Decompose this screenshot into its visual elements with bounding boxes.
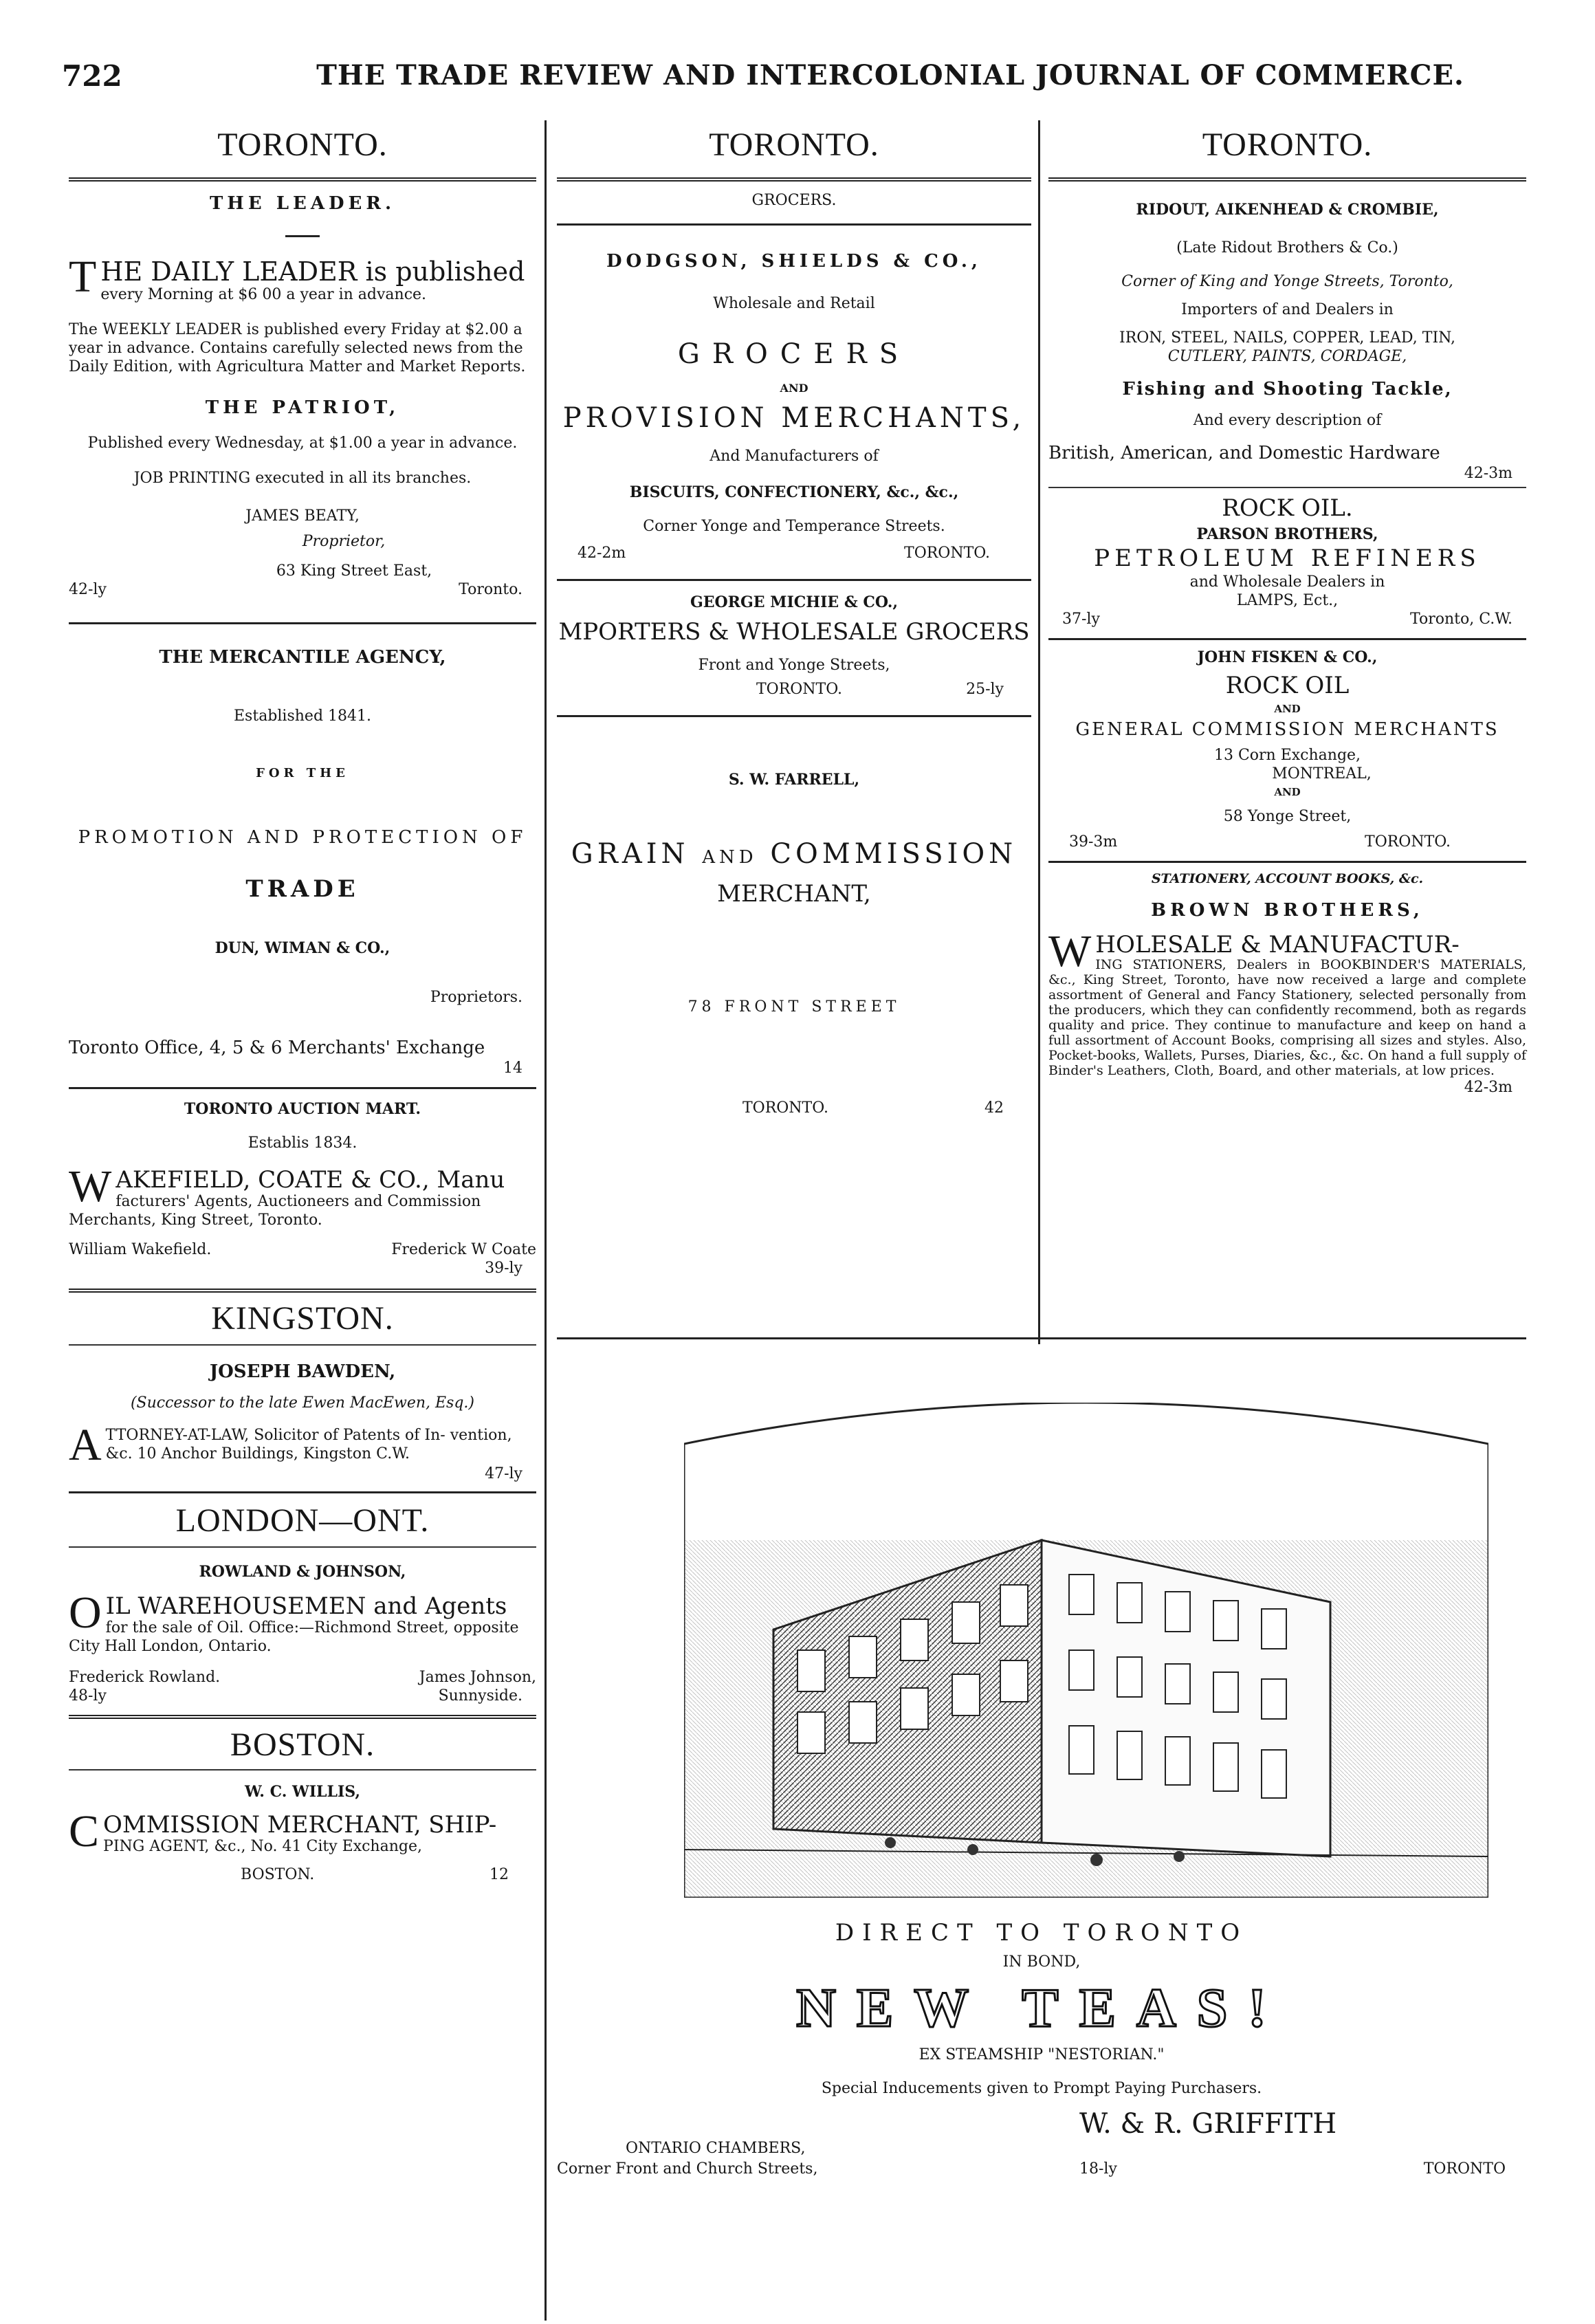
- ad-heading: ROCK OIL: [1225, 672, 1350, 699]
- ad-text: AND: [1274, 786, 1301, 798]
- ad-city: TORONTO.: [742, 1099, 828, 1117]
- section-heading-boston: BOSTON.: [230, 1726, 375, 1763]
- ad-text: The WEEKLY LEADER is published every Friday at $2.00 a year in advance. Contains carefully selected news from the Daily Edition, with Agricultura Matter and Market Reports.: [69, 321, 526, 375]
- ad-heading: GROCERS: [677, 338, 911, 370]
- ad-griffith-new-teas: [557, 1918, 1526, 2183]
- ad-brown-brothers: [1048, 870, 1526, 1097]
- drop-cap: W: [1048, 926, 1092, 976]
- ad-reference: 14: [503, 1060, 522, 1077]
- ad-text: Establis 1834.: [248, 1134, 358, 1152]
- ad-reference: 12: [490, 1866, 509, 1883]
- ad-heading: GENERAL COMMISSION MERCHANTS: [1075, 719, 1499, 740]
- ad-title: THE LEADER.: [209, 193, 396, 214]
- section-heading-toronto: TORONTO.: [1202, 127, 1373, 163]
- ad-text: Published every Wednesday, at $1.00 a year in advance.: [87, 435, 518, 452]
- ad-text: Wholesale and Retail: [713, 295, 875, 312]
- section-heading-toronto: TORONTO.: [709, 127, 879, 163]
- journal-title: THE TRADE REVIEW AND INTERCOLONIAL JOURNAL OF COMMERCE.: [316, 59, 1464, 91]
- ad-text: vention, &c. 10 Anchor Buildings, Kingston C.W.: [105, 1427, 512, 1462]
- ad-lead: IL WAREHOUSEMEN and Agents: [105, 1592, 507, 1620]
- ad-category: STATIONERY, ACCOUNT BOOKS, &c.: [1151, 871, 1424, 886]
- ad-name: Frederick W Coate: [391, 1241, 536, 1258]
- ad-rowland-johnson: [69, 1563, 536, 1705]
- ad-subtitle: THE PATRIOT,: [205, 397, 400, 418]
- ad-reference: 25-ly: [966, 681, 1004, 698]
- ad-farrell: [557, 771, 1031, 1117]
- ad-city: MONTREAL,: [1272, 765, 1372, 782]
- ad-title: THE MERCANTILE AGENCY,: [159, 647, 446, 668]
- ad-reference: 42: [984, 1099, 1004, 1117]
- ad-text: CUTLERY, PAINTS, CORDAGE,: [1167, 348, 1407, 365]
- ad-reference: 48-ly: [69, 1687, 107, 1704]
- ad-text: IN BOND,: [1002, 1953, 1081, 1971]
- drop-cap: T: [69, 252, 97, 302]
- ad-address: 63 King Street East,: [276, 562, 432, 580]
- page-number: 722: [62, 59, 122, 93]
- ad-reference: 42-ly: [69, 581, 107, 598]
- drop-cap: W: [69, 1161, 112, 1212]
- ad-heading: PROVISION MERCHANTS,: [562, 402, 1026, 434]
- ad-text: And Manufacturers of: [710, 448, 879, 465]
- ad-bawden: [69, 1361, 536, 1483]
- ad-text: And every description of: [1193, 412, 1382, 429]
- ad-text: (Late Ridout Brothers & Co.): [1176, 239, 1398, 256]
- ad-name: JAMES BEATY,: [245, 507, 360, 525]
- ad-text: AND: [780, 382, 808, 395]
- ad-title: W. C. WILLIS,: [244, 1783, 361, 1801]
- ad-city: Toronto.: [459, 581, 522, 598]
- ad-title: ROWLAND & JOHNSON,: [199, 1563, 406, 1581]
- ad-text: for the sale of Oil. Office:—Richmond Street, opposite City Hall London, Ontario.: [69, 1619, 519, 1655]
- ad-reference: 39-3m: [1069, 833, 1118, 851]
- ad-text: AND: [1274, 703, 1301, 715]
- ad-city: TORONTO: [1423, 2160, 1506, 2178]
- ad-lead: TTORNEY-AT-LAW, Solicitor of Patents of In-: [105, 1427, 446, 1444]
- ad-heading: ROCK OIL.: [1222, 494, 1353, 522]
- ad-lead: AKEFIELD, COATE & CO., Manu: [116, 1166, 505, 1194]
- ad-george-michie: [557, 593, 1031, 699]
- ad-name: James Johnson,: [419, 1669, 536, 1686]
- ad-city: Sunnyside.: [438, 1687, 522, 1704]
- ad-heading: Fishing and Shooting Tackle,: [1122, 379, 1453, 399]
- ad-ridout-aikenhead: [1048, 201, 1526, 483]
- ad-parson-brothers: [1048, 494, 1526, 628]
- ad-text: FOR THE: [256, 766, 349, 780]
- column-rule-2: [1038, 120, 1040, 1344]
- ad-heading: COMMISSION: [770, 838, 1018, 870]
- ad-name: S. W. FARRELL,: [728, 771, 860, 789]
- ad-text: BISCUITS, CONFECTIONERY, &c., &c.,: [629, 483, 959, 501]
- section-heading-kingston: KINGSTON.: [211, 1300, 394, 1337]
- ad-heading: PETROLEUM REFINERS: [1094, 545, 1481, 572]
- ad-title: TORONTO AUCTION MART.: [184, 1100, 421, 1118]
- ad-text: and Wholesale Dealers in: [1189, 573, 1385, 591]
- ad-text: PROMOTION AND PROTECTION OF: [78, 827, 527, 848]
- column-1: [69, 120, 536, 2276]
- ad-name: William Wakefield.: [69, 1241, 212, 1258]
- building-engraving: [684, 1403, 1488, 1898]
- ad-reference: 42-2m: [578, 545, 626, 562]
- ad-text: Special Inducements given to Prompt Paying Purchasers.: [821, 2080, 1262, 2097]
- ad-firm: GEORGE MICHIE & CO.,: [690, 593, 899, 611]
- ad-name: Frederick Rowland.: [69, 1669, 221, 1686]
- ad-headline: NEW TEAS!: [796, 1978, 1287, 2039]
- drop-cap: C: [69, 1806, 100, 1856]
- section-heading-toronto: TORONTO.: [217, 127, 388, 163]
- ad-lead: OMMISSION MERCHANT, SHIP-: [103, 1811, 497, 1839]
- ad-city: Toronto, C.W.: [1409, 611, 1512, 628]
- ad-the-leader: [69, 193, 536, 599]
- ad-city: BOSTON.: [241, 1866, 315, 1883]
- ad-firm: DODGSON, SHIELDS & CO.,: [606, 251, 982, 272]
- ad-text: AND: [702, 847, 758, 868]
- ad-reference: 47-ly: [485, 1465, 522, 1482]
- column-rule-1: [544, 120, 547, 2321]
- ad-firm: JOHN FISKEN & CO.,: [1197, 648, 1378, 666]
- ad-john-fisken: [1048, 648, 1526, 851]
- ad-city: TORONTO.: [1365, 833, 1451, 851]
- ad-text: Importers of and Dealers in: [1181, 301, 1394, 318]
- ad-dodgson-shields: [557, 191, 1031, 562]
- section-heading-london: LONDON—ONT.: [175, 1502, 430, 1539]
- ad-firm: W. & R. GRIFFITH: [1079, 2108, 1337, 2140]
- ad-text: IRON, STEEL, NAILS, COPPER, LEAD, TIN,: [1119, 329, 1455, 347]
- ad-lead: HOLESALE & MANUFACTUR-: [1095, 931, 1460, 958]
- ad-text: Established 1841.: [234, 708, 371, 725]
- ad-heading: MERCHANT,: [717, 880, 871, 908]
- ad-firm: RIDOUT, AIKENHEAD & CROMBIE,: [1136, 201, 1439, 219]
- ad-text: PING AGENT, &c., No. 41 City Exchange,: [103, 1838, 422, 1855]
- ad-text: ING STATIONERS, Dealers in BOOKBINDER'S MATERIALS, &c., King Street, Toronto, have now received a large and complete assortment of General and Fancy Stationery, selected personally from the producers, which they can confidently recommend, both as regards quality and price. They continue to manufacture and keep on hand a full assortment of Account Books, comprising all sizes and styles. Also, Pocket-books, Wallets, Purses, Diaries, &c., &c. On hand a full supply of Binder's Leathers, Cloth, Board, and other materials, at low prices.: [1048, 957, 1526, 1078]
- ad-address: 58 Yonge Street,: [1223, 808, 1352, 825]
- ad-lead: HE DAILY LEADER is published: [100, 256, 525, 287]
- ad-reference: 37-ly: [1062, 611, 1100, 628]
- ad-text: British, American, and Domestic Hardware: [1048, 443, 1440, 463]
- ad-reference: 18-ly: [1079, 2160, 1117, 2178]
- page-header: [62, 59, 1540, 107]
- ad-text: JOB PRINTING executed in all its branches.: [133, 470, 472, 487]
- ad-text: facturers' Agents, Auctioneers and Commission Merchants, King Street, Toronto.: [69, 1193, 481, 1229]
- ad-reference: 42-3m: [1464, 1079, 1512, 1096]
- ad-mercantile-agency: [69, 646, 536, 1077]
- ad-text: (Successor to the late Ewen MacEwen, Esq.): [130, 1394, 475, 1412]
- ad-title: JOSEPH BAWDEN,: [209, 1361, 396, 1382]
- ad-firm: DUN, WIMAN & CO.,: [214, 939, 390, 957]
- ad-heading: TRADE: [245, 875, 360, 903]
- ad-text: EX STEAMSHIP "NESTORIAN.": [918, 2046, 1165, 2063]
- ad-reference: 42-3m: [1464, 465, 1512, 482]
- ad-address: 78 FRONT STREET: [688, 998, 901, 1016]
- drop-cap: A: [69, 1420, 102, 1470]
- ad-text: Proprietors.: [430, 989, 522, 1006]
- ad-reference: 39-ly: [485, 1260, 522, 1277]
- ad-firm: PARSON BROTHERS,: [1196, 525, 1378, 543]
- ad-role: Proprietor,: [302, 533, 386, 550]
- ad-text: LAMPS, Ect.,: [1236, 592, 1339, 609]
- ad-address: Toronto Office, 4, 5 & 6 Merchants' Exchange: [69, 1038, 485, 1058]
- ad-address: Corner of King and Yonge Streets, Toronto,: [1121, 273, 1453, 290]
- ad-text: every Morning at $6 00 a year in advance.: [100, 286, 427, 303]
- ad-category: GROCERS.: [751, 192, 837, 209]
- ad-firm: BROWN BROTHERS,: [1151, 900, 1424, 921]
- drop-cap: O: [69, 1588, 102, 1638]
- ad-heading: DIRECT TO TORONTO: [835, 1919, 1248, 1947]
- ad-address: Front and Yonge Streets,: [698, 657, 890, 674]
- ad-address: Corner Front and Church Streets,: [557, 2160, 818, 2178]
- ad-heading: GRAIN: [571, 838, 690, 870]
- ad-willis: [69, 1783, 536, 1884]
- ad-auction-mart: [69, 1100, 536, 1278]
- ad-address: 13 Corn Exchange,: [1213, 747, 1361, 764]
- ad-address: ONTARIO CHAMBERS,: [626, 2140, 806, 2157]
- ad-address: Corner Yonge and Temperance Streets.: [643, 518, 945, 535]
- ad-city: TORONTO.: [904, 545, 990, 562]
- ad-heading: MPORTERS & WHOLESALE GROCERS: [558, 618, 1030, 646]
- ad-city: TORONTO.: [756, 681, 842, 698]
